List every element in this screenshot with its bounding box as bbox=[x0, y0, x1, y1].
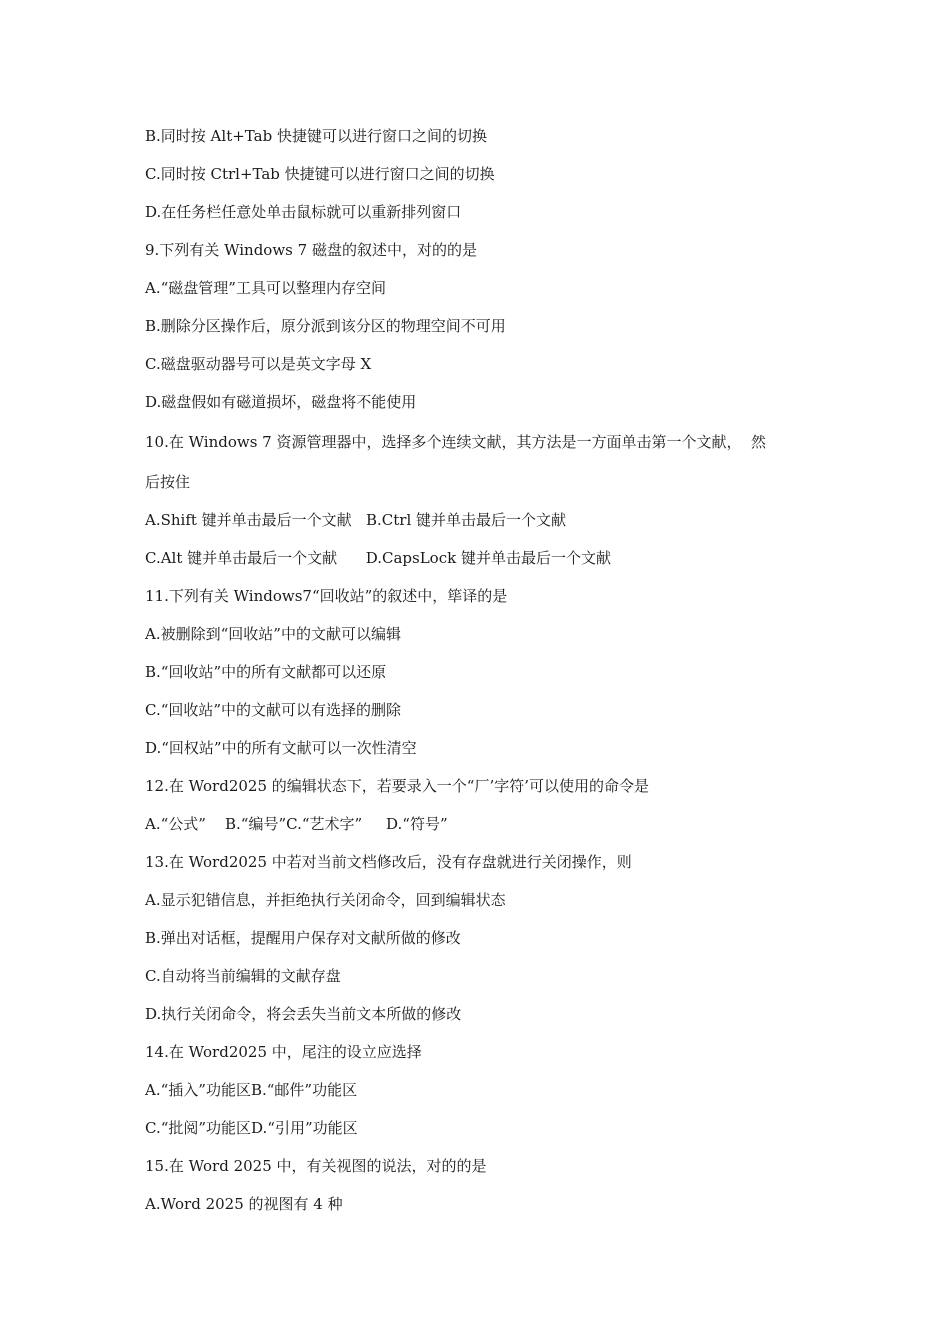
text-line: C.“批阅”功能区D.“引用”功能区 bbox=[145, 1119, 358, 1137]
question-14: 14.在 Word2025 中，尾注的设立应选择 bbox=[145, 1043, 422, 1061]
text-line: C.自动将当前编辑的文献存盘 bbox=[145, 967, 341, 985]
question-11: 11.下列有关 Windows7“回收站”的叙述中，筚译的是 bbox=[145, 587, 508, 605]
text-line: B.同时按 Alt+Tab 快捷键可以进行窗口之间的切换 bbox=[145, 127, 487, 145]
text-line: D.磁盘假如有磁道损坏，磁盘将不能使用 bbox=[145, 393, 417, 411]
question-13: 13.在 Word2025 中若对当前文档修改后，没有存盘就进行关闭操作，则 bbox=[145, 853, 632, 871]
text-line: 后按住 bbox=[145, 473, 191, 491]
text-line: C.“回收站”中的文献可以有选择的删除 bbox=[145, 701, 402, 719]
exam-text bbox=[145, 117, 825, 1223]
question-12: 12.在 Word2025 的编辑状态下，若要录入一个“厂’字符’可以使用的命令是 bbox=[145, 777, 649, 795]
question-10: 10.在 Windows 7 资源管理器中，选择多个连续文献，其方法是一方面单击第一个文献， 然 bbox=[145, 433, 767, 451]
text-line: A.“磁盘管理”工具可以整理内存空间 bbox=[145, 279, 386, 297]
question-15: 15.在 Word 2025 中，有关视图的说法，对的的是 bbox=[145, 1157, 487, 1175]
text-line: A.被删除到“回收站”中的文献可以编辑 bbox=[145, 625, 401, 643]
text-line: A.显示犯错信息，并拒绝执行关闭命令，回到编辑状态 bbox=[145, 891, 506, 909]
text-line: B.弹出对话框，提醒用户保存对文献所做的修改 bbox=[145, 929, 461, 947]
text-line: A.“公式” B.“编号”C.“艺术字” D.“符号” bbox=[145, 815, 448, 833]
text-line: A.Shift 键并单击最后一个文献 B.Ctrl 键并单击最后一个文献 bbox=[145, 511, 567, 529]
question-9: 9.下列有关 Windows 7 磁盘的叙述中，对的的是 bbox=[145, 241, 477, 259]
text-line: B.删除分区操作后，原分派到该分区的物理空间不可用 bbox=[145, 317, 506, 335]
text-line: D.“回权站”中的所有文献可以一次性清空 bbox=[145, 739, 417, 757]
text-line: C.磁盘驱动器号可以是英文字母 X bbox=[145, 355, 372, 373]
text-line: D.在任务栏任意处单击鼠标就可以重新排列窗口 bbox=[145, 203, 462, 221]
text-line: C.Alt 键并单击最后一个文献 D.CapsLock 键并单击最后一个文献 bbox=[145, 549, 611, 567]
text-line: B.“回收站”中的所有文献都可以还原 bbox=[145, 663, 387, 681]
text-line: C.同时按 Ctrl+Tab 快捷键可以进行窗口之间的切换 bbox=[145, 165, 495, 183]
text-line: A.“插入”功能区B.“邮件”功能区 bbox=[145, 1081, 358, 1099]
text-line: A.Word 2025 的视图有 4 种 bbox=[145, 1195, 343, 1213]
text-line: D.执行关闭命令，将会丢失当前文本所做的修改 bbox=[145, 1005, 462, 1023]
